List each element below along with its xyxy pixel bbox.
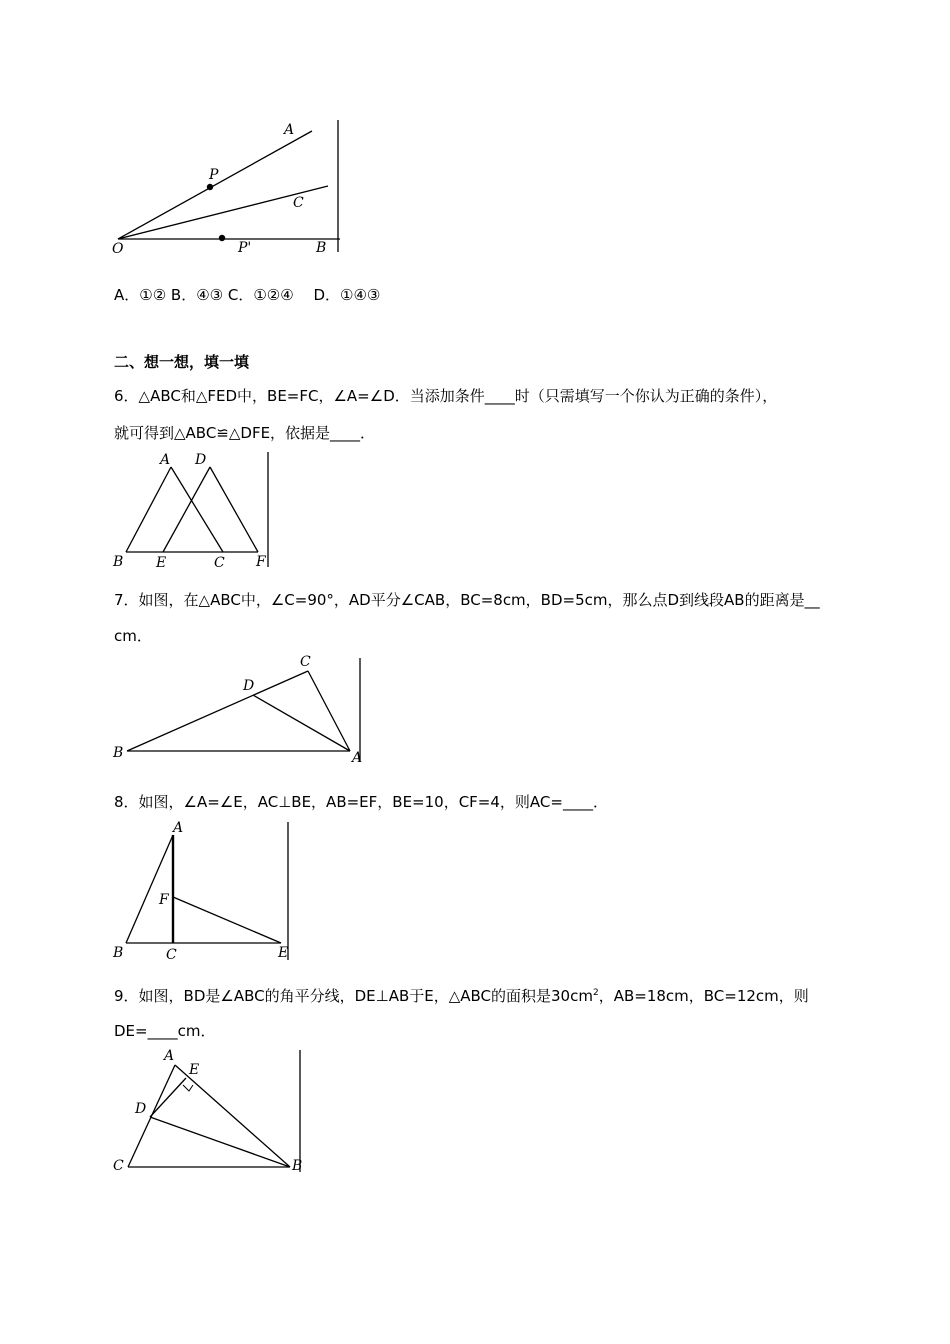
q6-label-a: A [160, 452, 171, 468]
q6-label-e: E [156, 555, 167, 571]
q9-label-b: B [292, 1158, 303, 1174]
q6-text-line1: 6．△ABC和△FED中，BE=FC，∠A=∠D．当添加条件____时（只需填写一个你认为正确的条件）， [114, 387, 778, 405]
q8-text-line1: 8．如图，∠A=∠E，AC⊥BE，AB=EF，BE=10，CF=4，则AC=____． [114, 793, 608, 811]
q8-label-b: B [113, 945, 124, 961]
q8-label-e: E [278, 945, 289, 961]
q8-label-c: C [166, 947, 177, 963]
q6-label-b: B [113, 554, 124, 570]
q7-text-line2: cm． [114, 627, 152, 645]
q7-label-b: B [113, 745, 124, 761]
q7-label-c: C [300, 654, 311, 670]
q9-label-c: C [113, 1158, 124, 1174]
q6-label-d: D [195, 452, 207, 468]
q5-options: A．①② B．④③ C．①②④ D．①④③ [114, 286, 381, 304]
label-a: A [284, 122, 295, 138]
q9-label-d: D [135, 1101, 147, 1117]
label-p: P [209, 167, 219, 183]
q9-text-part2: ，AB=18cm，BC=12cm，则 [598, 987, 809, 1005]
q6-label-f: F [256, 554, 266, 570]
q9-text-superscript: 2 [592, 988, 599, 998]
label-p-prime: P' [238, 240, 252, 256]
q9-text-part1: 9．如图，BD是∠ABC的角平分线，DE⊥AB于E，△ABC的面积是30cm [114, 987, 593, 1005]
q7-label-a: A [352, 750, 363, 766]
q9-text-line2: DE=____cm． [114, 1022, 216, 1040]
q6-label-c: C [214, 555, 225, 571]
q7-text-line1: 7．如图，在△ABC中，∠C=90°，AD平分∠CAB，BC=8cm，BD=5cm，那么点D到线段AB的距离是__ [114, 591, 820, 609]
q9-label-a: A [164, 1048, 175, 1064]
q8-label-a: A [173, 820, 184, 836]
q8-label-f: F [159, 892, 169, 908]
label-o: O [112, 241, 124, 257]
section-heading: 二、想一想，填一填 [114, 353, 250, 371]
label-c: C [293, 195, 304, 211]
q7-label-d: D [243, 678, 255, 694]
label-b: B [316, 240, 327, 256]
q9-label-e: E [189, 1062, 200, 1078]
q6-text-line2: 就可得到△ABC≌△DFE，依据是____． [114, 424, 376, 442]
